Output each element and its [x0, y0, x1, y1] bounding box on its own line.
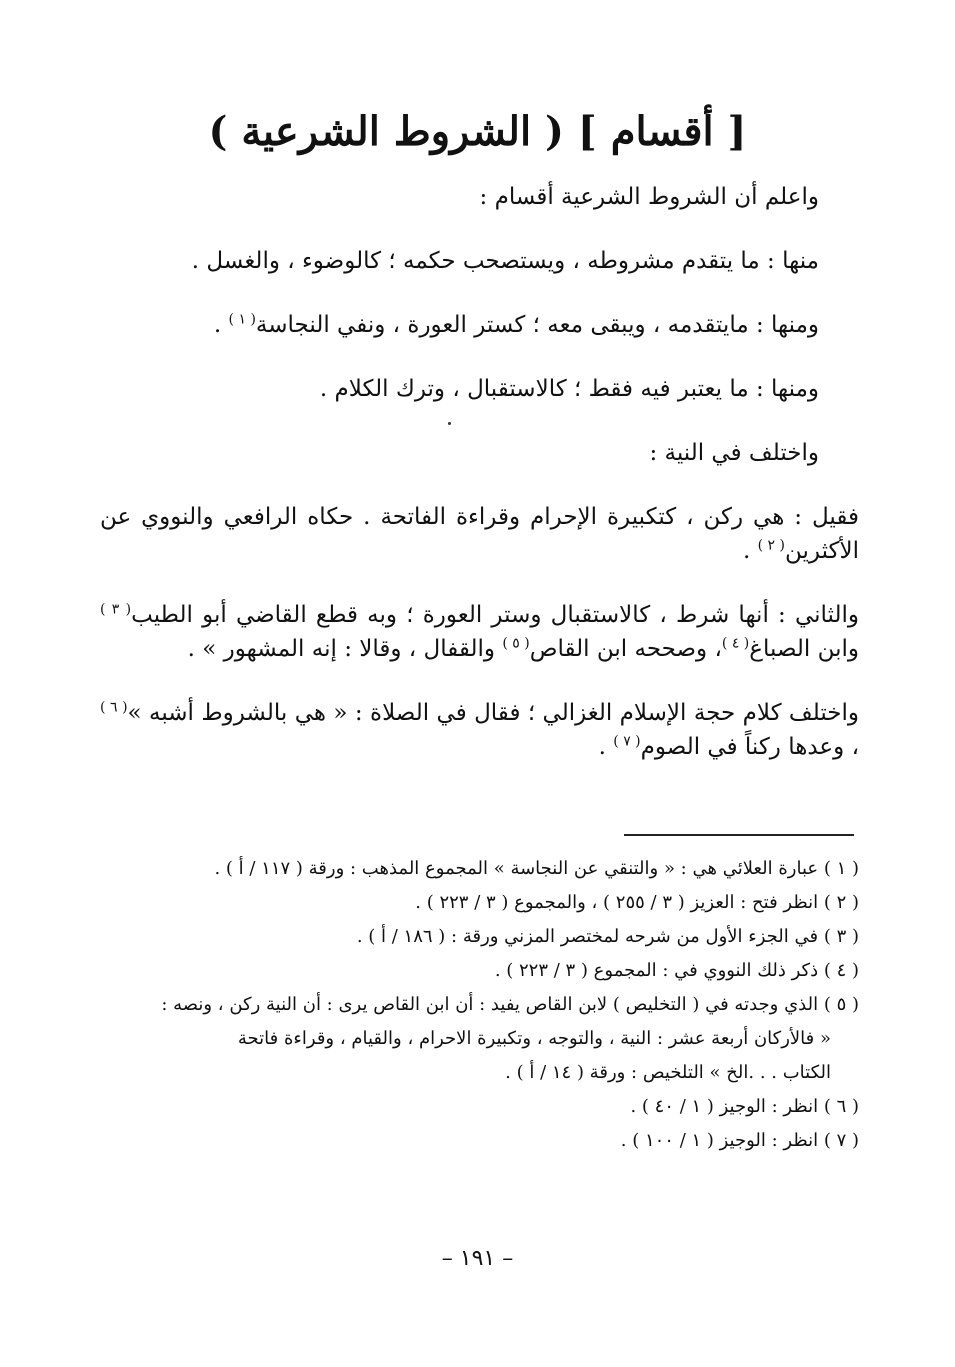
footnote-1: ( ١ ) عبارة العلائي هي : « والتنقي عن النجاسة » المجموع المذهب : ورقة ( ١١٧ / أ ) .	[214, 858, 859, 879]
footnote-marker-4: ( ٤ )	[721, 635, 750, 652]
paragraph-second-opinion	[100, 598, 859, 666]
footnote-marker-3: ( ٣ )	[100, 601, 132, 618]
paragraph-first-opinion: فقيل : هي ركن ، كتكبيرة الإحرام وقراءة الفاتحة . حكاه الرافعي والنووي عن الأكثرين$^{( ٢ )}$ .	[100, 504, 859, 564]
paragraph-second-opinion-text: والثاني : أنها شرط ، كالاستقبال وستر العورة ؛ وبه قطع القاضي أبو الطيب	[131, 602, 859, 628]
paragraph-second-opinion-ibn-qass: ، وصححه ابن القاص	[529, 636, 722, 662]
paragraph-second-opinion-end: والقفال ، وقالا : إنه المشهور » .	[187, 636, 503, 662]
footnote-marker-6: ( ٦ )	[100, 699, 128, 716]
paragraph-third-type: ومنها : ما يعتبر فيه فقط ؛ كالاستقبال ، وترك الكلام .	[319, 376, 819, 402]
footnote-5-source: الكتاب . . .الخ » التلخيص : ورقة ( ١٤ / أ ) .	[505, 1062, 831, 1083]
paragraph-ghazali-end: وعدها ركناً في الصوم	[640, 734, 845, 760]
footnote-marker-5: ( ٥ )	[502, 635, 530, 652]
footnote-3: ( ٣ ) في الجزء الأول من شرحه لمختصر المزني ورقة : ( ١٨٦ / أ ) .	[356, 926, 859, 947]
footnote-4: ( ٤ ) ذكر ذلك النووي في : المجموع ( ٣ / ٢٢٣ ) .	[494, 960, 859, 981]
paragraph-first-type: منها : ما يتقدم مشروطه ، ويستصحب حكمه ؛ كالوضوء ، والغسل .	[191, 248, 819, 274]
footnote-5: ( ٥ ) الذي وجدته في ( التخليص ) لابن القاص يفيد : أن ابن القاص يرى : أن النية ركن ، ونصه :	[161, 994, 859, 1015]
footnote-6: ( ٦ ) انظر : الوجيز ( ١ / ٤٠ ) .	[630, 1096, 859, 1117]
paragraph-second-type-text: ومنها : مايتقدمه ، ويبقى معه ؛ كستر العورة ، ونفي النجاسة	[255, 312, 819, 338]
paragraph-second-type: ومنها : مايتقدمه ، ويبقى معه ؛ كستر العورة ، ونفي النجاسة$^{( ١ )}$ .	[213, 311, 819, 338]
paragraph-first-opinion-text: فقيل : هي ركن ، كتكبيرة الإحرام وقراءة الفاتحة . حكاه الرافعي والنووي عن الأكثرين	[100, 504, 859, 564]
footnote-7: ( ٧ ) انظر : الوجيز ( ١ / ١٠٠ ) .	[620, 1130, 859, 1151]
footnote-marker-7: ( ٧ )	[613, 733, 641, 750]
footnotes	[100, 852, 859, 1158]
paragraph-ghazali: واختلف كلام حجة الإسلام الغزالي ؛ فقال في الصلاة : « هي بالشروط أشبه »$^{( ٦ )}$ ، وعدها ركناً في الصوم$^{( ٧ )}$ .	[100, 699, 859, 760]
footnote-2: ( ٢ ) انظر فتح : العزيز ( ٣ / ٢٥٥ ) ، والمجموع ( ٣ / ٢٢٣ ) .	[415, 892, 859, 913]
print-speck	[448, 422, 451, 425]
footnote-marker-1: ( ١ )	[228, 311, 256, 328]
paragraph-second-opinion-ibn-sabbagh: وابن الصباغ	[749, 636, 859, 662]
footnote-separator	[624, 834, 854, 836]
paragraph-ghazali-text: واختلف كلام حجة الإسلام الغزالي ؛ فقال في الصلاة : « هي بالشروط أشبه »	[127, 700, 859, 726]
footnote-5-quote: « فالأركان أربعة عشر : النية ، والتوجه ، وتكبيرة الاحرام ، والقيام ، وقراءة فاتحة	[237, 1028, 831, 1049]
footnote-marker-2: ( ٢ )	[757, 537, 785, 554]
page-title: [ أقسام ] ( الشروط الشرعية )	[208, 108, 747, 155]
main-text	[100, 180, 859, 794]
paragraph-niyya-dispute: واختلف في النية :	[649, 440, 819, 466]
page-number: – ١٩١ –	[441, 1246, 514, 1271]
paragraph-intro: واعلم أن الشروط الشرعية أقسام :	[479, 184, 819, 210]
